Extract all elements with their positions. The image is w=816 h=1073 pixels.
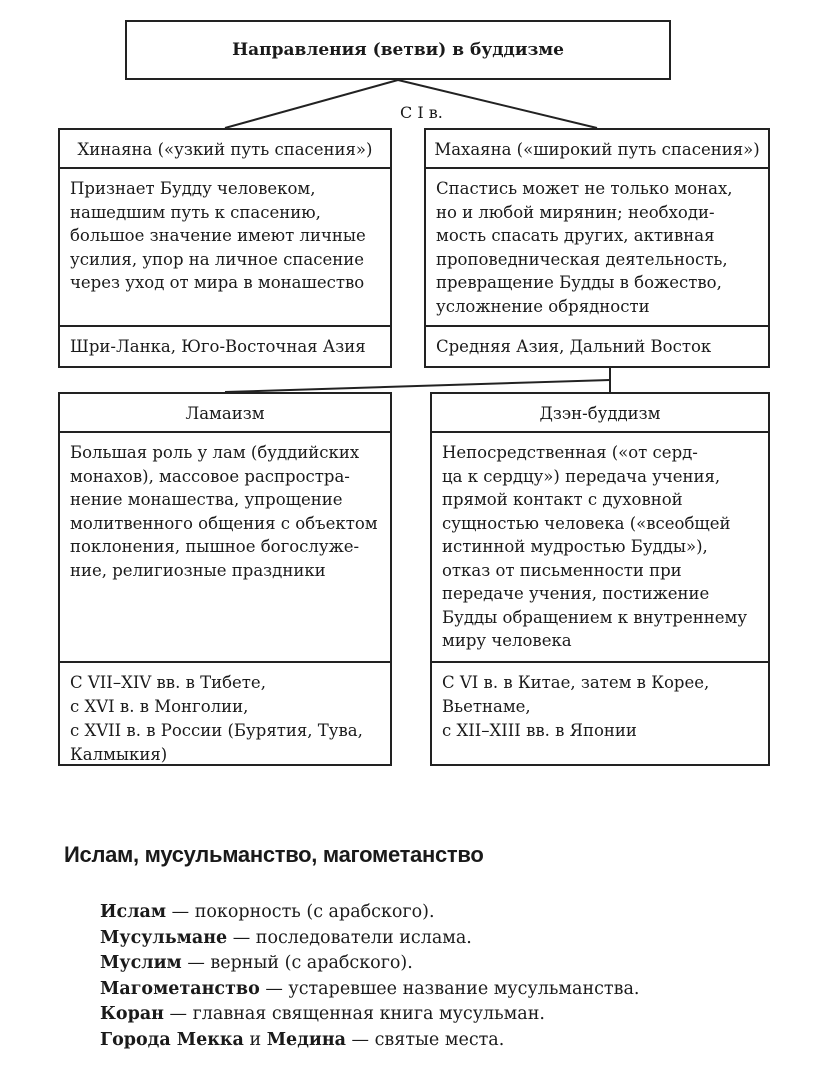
islam-definitions [100,900,639,1053]
definition-text: святые места. [374,1029,505,1050]
connector-to-hinayana [225,80,398,128]
definition-text: покорность (с арабского). [194,902,435,922]
definition-text: верный (с арабского). [210,953,413,973]
definition-row [100,977,639,1003]
mahayana-regions: Средняя Азия, Дальний Восток [436,337,712,356]
definition-row [100,951,639,977]
zen-description: Непосредственная («от серд- ца к сердцу») передача учения, прямой контакт с духовной сущностью человека («всеобщей истинной мудростью Будды»), отказ от письменности при передаче учения, постижение Будды обращением к внутреннему миру человека [432,433,768,663]
definition-row-cities [100,1028,639,1054]
hinayana-heading: Хинаяна («узкий путь спасения») [60,130,390,169]
definition-term: Ислам [100,902,167,922]
definition-row [100,1002,639,1028]
definition-dash: — [181,953,211,973]
zen-regions: С VI в. в Китае, затем в Корее, Вьетнаме, с XII–XIII вв. в Японии [442,673,710,740]
definition-dash: — [166,902,195,922]
definition-term: Муслим [100,953,182,973]
cities-conjunction: и [243,1029,267,1050]
cities-prefix: Города [100,1029,177,1050]
hinayana-description: Признает Будду человеком, нашедшим путь к спасению, большое значение имеют личные усилия, упор на личное спасение через уход от мира в монашество [60,169,390,327]
definition-row [100,900,639,926]
lamaism-regions: С VII–XIV вв. в Тибете, с XVI в. в Монголии, с XVII в. в России (Бурятия, Тува, Калмыкия) [70,673,363,764]
definition-row [100,926,639,952]
mahayana-description: Спастись может не только монах, но и любой мирянин; необходи- мость спасать других, активная проповедническая деятельность, превращение Будды в божество, усложнение обрядности [426,169,768,327]
definition-dash: — [259,978,289,999]
definition-text: последователи ислама. [255,927,472,948]
hinayana-box [58,128,392,368]
definition-dash: — [227,927,256,948]
lamaism-heading: Ламаизм [60,394,390,433]
era-label: С I в. [400,103,443,122]
zen-heading: Дзэн-буддизм [432,394,768,433]
definition-term: Мусульмане [100,927,228,948]
hinayana-regions: Шри-Ланка, Юго-Восточная Азия [70,337,366,356]
mecca-term: Мекка [176,1029,244,1050]
definition-text: устаревшее название мусульманства. [288,978,640,999]
definition-dash: — [345,1029,375,1050]
mahayana-box [424,128,770,368]
diagram-title: Направления (ветви) в буддизме [125,20,671,80]
connector-to-lamaism [225,380,610,392]
definition-text: главная священная книга мусульман. [192,1004,545,1024]
definition-dash: — [163,1004,193,1024]
islam-section-title: Ислам, мусульманство, магометанство [64,842,484,867]
mahayana-heading: Махаяна («широкий путь спасения») [426,130,768,169]
lamaism-description: Большая роль у лам (буддийских монахов), массовое распростра- нение монашества, упрощение молитвенного общения с объектом поклонения, пышное богослуже- ние, религиозные праздники [60,433,390,663]
lamaism-box [58,392,392,766]
zen-box [430,392,770,766]
medina-term: Медина [266,1029,346,1050]
definition-term: Коран [100,1004,164,1024]
definition-term: Магометанство [100,978,260,999]
